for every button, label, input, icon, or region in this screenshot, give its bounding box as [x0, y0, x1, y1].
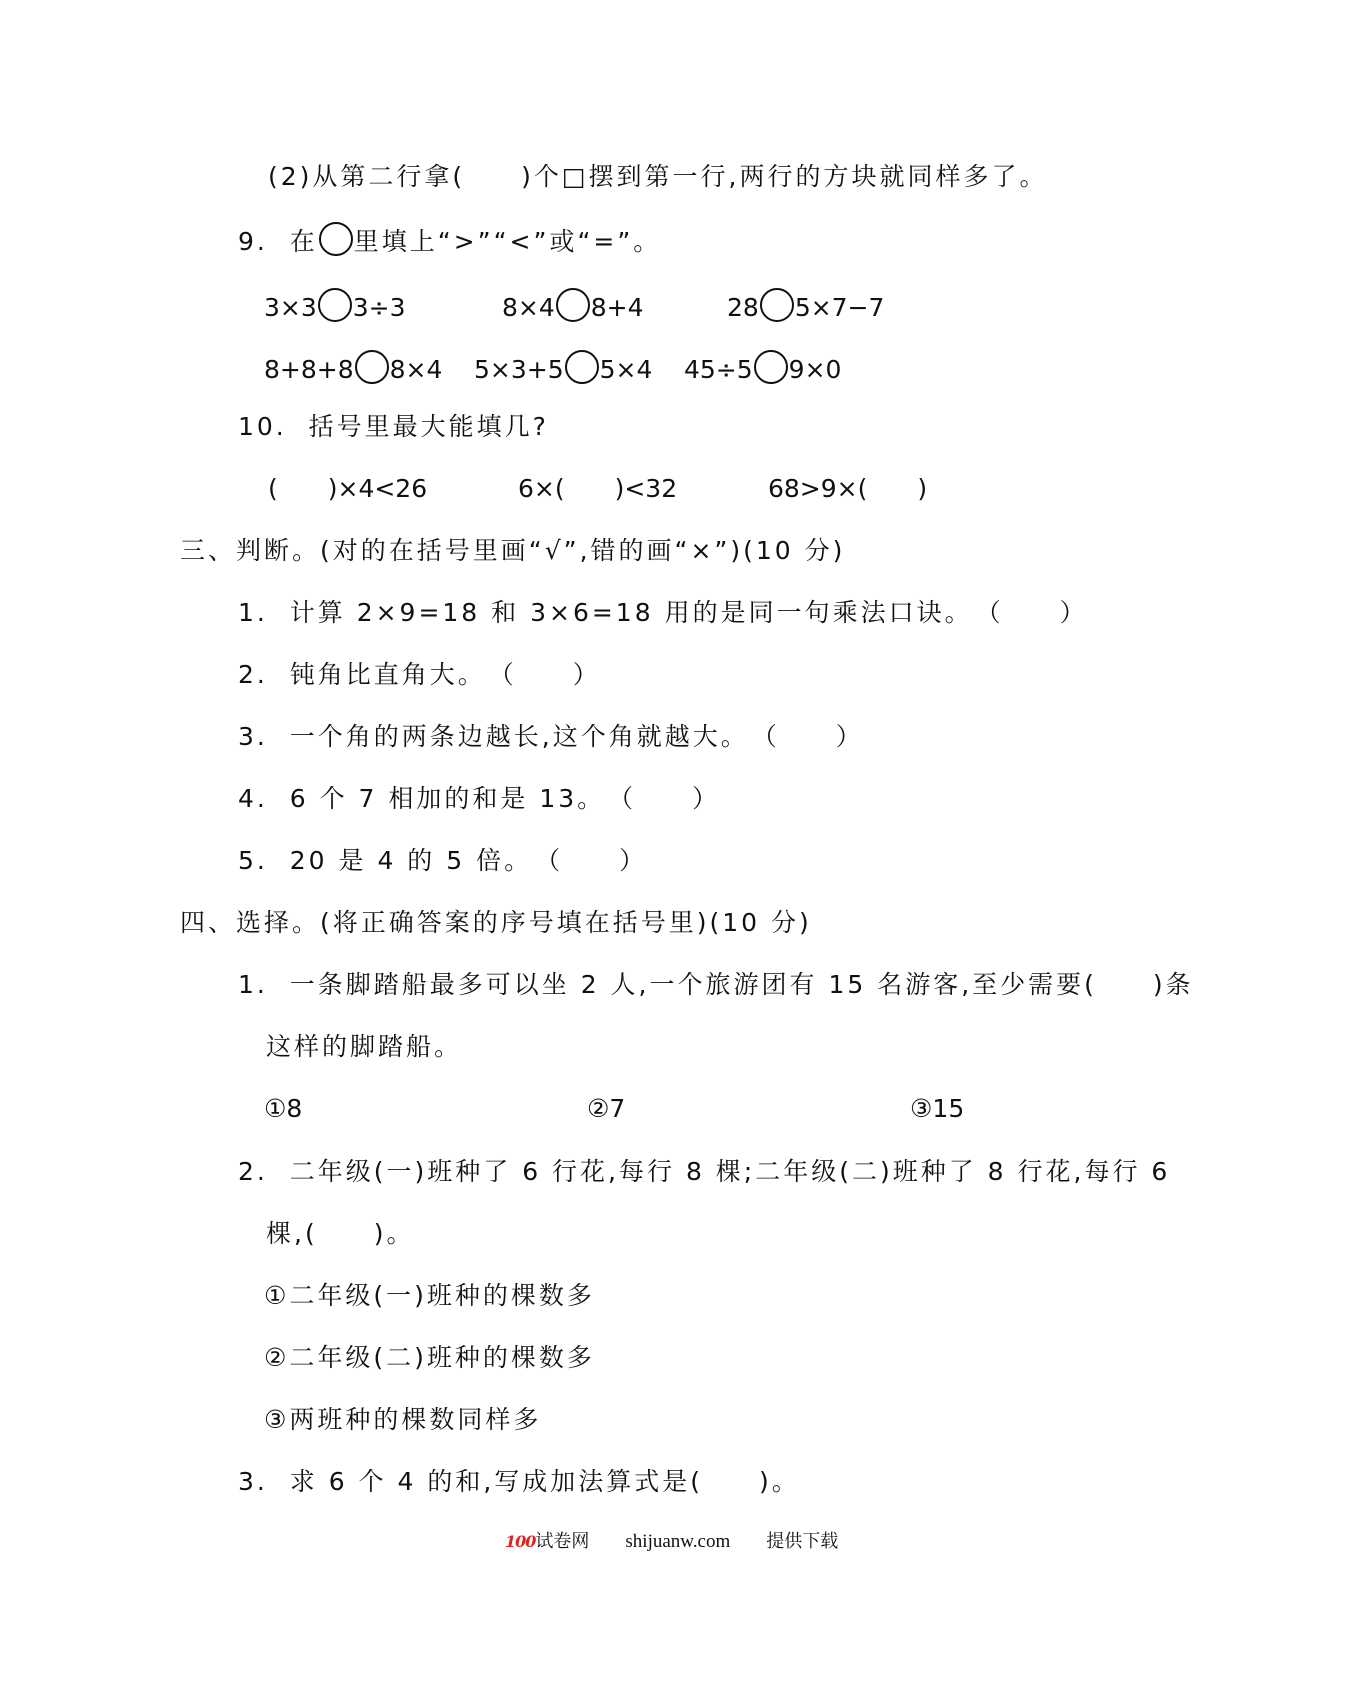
q9-prefix: 9. 在: [238, 227, 318, 256]
choice-q1-option-1: ①8: [264, 1094, 303, 1123]
logo-text: 试卷网: [535, 1531, 590, 1552]
choice-q2-option-1: ①二年级(一)班种的棵数多: [264, 1281, 595, 1310]
q9-expr-2: 8×4 8+4: [502, 288, 644, 325]
choice-q2-option-2: ②二年级(二)班种的棵数多: [264, 1343, 595, 1372]
q10-title: 10. 括号里最大能填几?: [238, 412, 549, 441]
judge-item-5: 5. 20 是 4 的 5 倍。 （ ）: [238, 846, 648, 875]
choice-q2-option-3: ③两班种的棵数同样多: [264, 1405, 542, 1434]
judge-item-1: 1. 计算 2×9=18 和 3×6=18 用的是同一句乘法口诀。 （ ）: [238, 598, 1088, 627]
compare-circle[interactable]: [565, 350, 599, 384]
choice-q2-line1: 2. 二年级(一)班种了 6 行花,每行 8 棵;二年级(二)班种了 8 行花,每行 6: [238, 1157, 1171, 1186]
section4-heading: 四、选择。(将正确答案的序号填在括号里)(10 分): [180, 908, 812, 937]
footer: [505, 1530, 838, 1554]
q9-expr-6: 45÷5 9×0: [684, 350, 841, 387]
compare-circle[interactable]: [318, 288, 352, 322]
compare-circle[interactable]: [355, 350, 389, 384]
footer-site[interactable]: shijuanw.com: [625, 1531, 731, 1552]
q9-expr-1: 3×3 3÷3: [264, 288, 406, 325]
compare-circle[interactable]: [760, 288, 794, 322]
judge-item-3: 3. 一个角的两条边越长,这个角就越大。 （ ）: [238, 722, 864, 751]
compare-circle[interactable]: [556, 288, 590, 322]
q9-expr-3: 28 5×7−7: [727, 288, 884, 325]
q8-part2: (2)从第二行拿( )个□摆到第一行,两行的方块就同样多了。: [268, 162, 1048, 191]
choice-q1-option-3: ③15: [910, 1094, 965, 1123]
q9-title: [238, 222, 661, 259]
compare-circle[interactable]: [754, 350, 788, 384]
q10-item-1: ( )×4<26: [268, 474, 428, 503]
choice-q2-line2: 棵,( )。: [266, 1219, 415, 1248]
q9-expr-4: 8+8+8 8×4: [264, 350, 442, 387]
judge-item-4: 4. 6 个 7 相加的和是 13。 （ ）: [238, 784, 721, 813]
q10-item-3: 68>9×( ): [768, 474, 928, 503]
q9-suffix: 里填上“>”“<”或“=”。: [353, 227, 662, 256]
circle-blank-icon: [319, 222, 353, 256]
choice-q1-line1: 1. 一条脚踏船最多可以坐 2 人,一个旅游团有 15 名游客,至少需要( )条: [238, 970, 1194, 999]
judge-item-2: 2. 钝角比直角大。 （ ）: [238, 660, 601, 689]
footer-provide: 提供下载: [766, 1531, 839, 1552]
choice-q3-line1: 3. 求 6 个 4 的和,写成加法算式是( )。: [238, 1467, 800, 1496]
logo-number: 100: [505, 1532, 536, 1551]
choice-q1-option-2: ②7: [587, 1094, 626, 1123]
q10-item-2: 6×( )<32: [518, 474, 678, 503]
choice-q1-line2: 这样的脚踏船。: [266, 1032, 463, 1061]
section3-heading: 三、判断。(对的在括号里画“√”,错的画“×”)(10 分): [180, 536, 846, 565]
q9-expr-5: 5×3+5 5×4: [474, 350, 652, 387]
